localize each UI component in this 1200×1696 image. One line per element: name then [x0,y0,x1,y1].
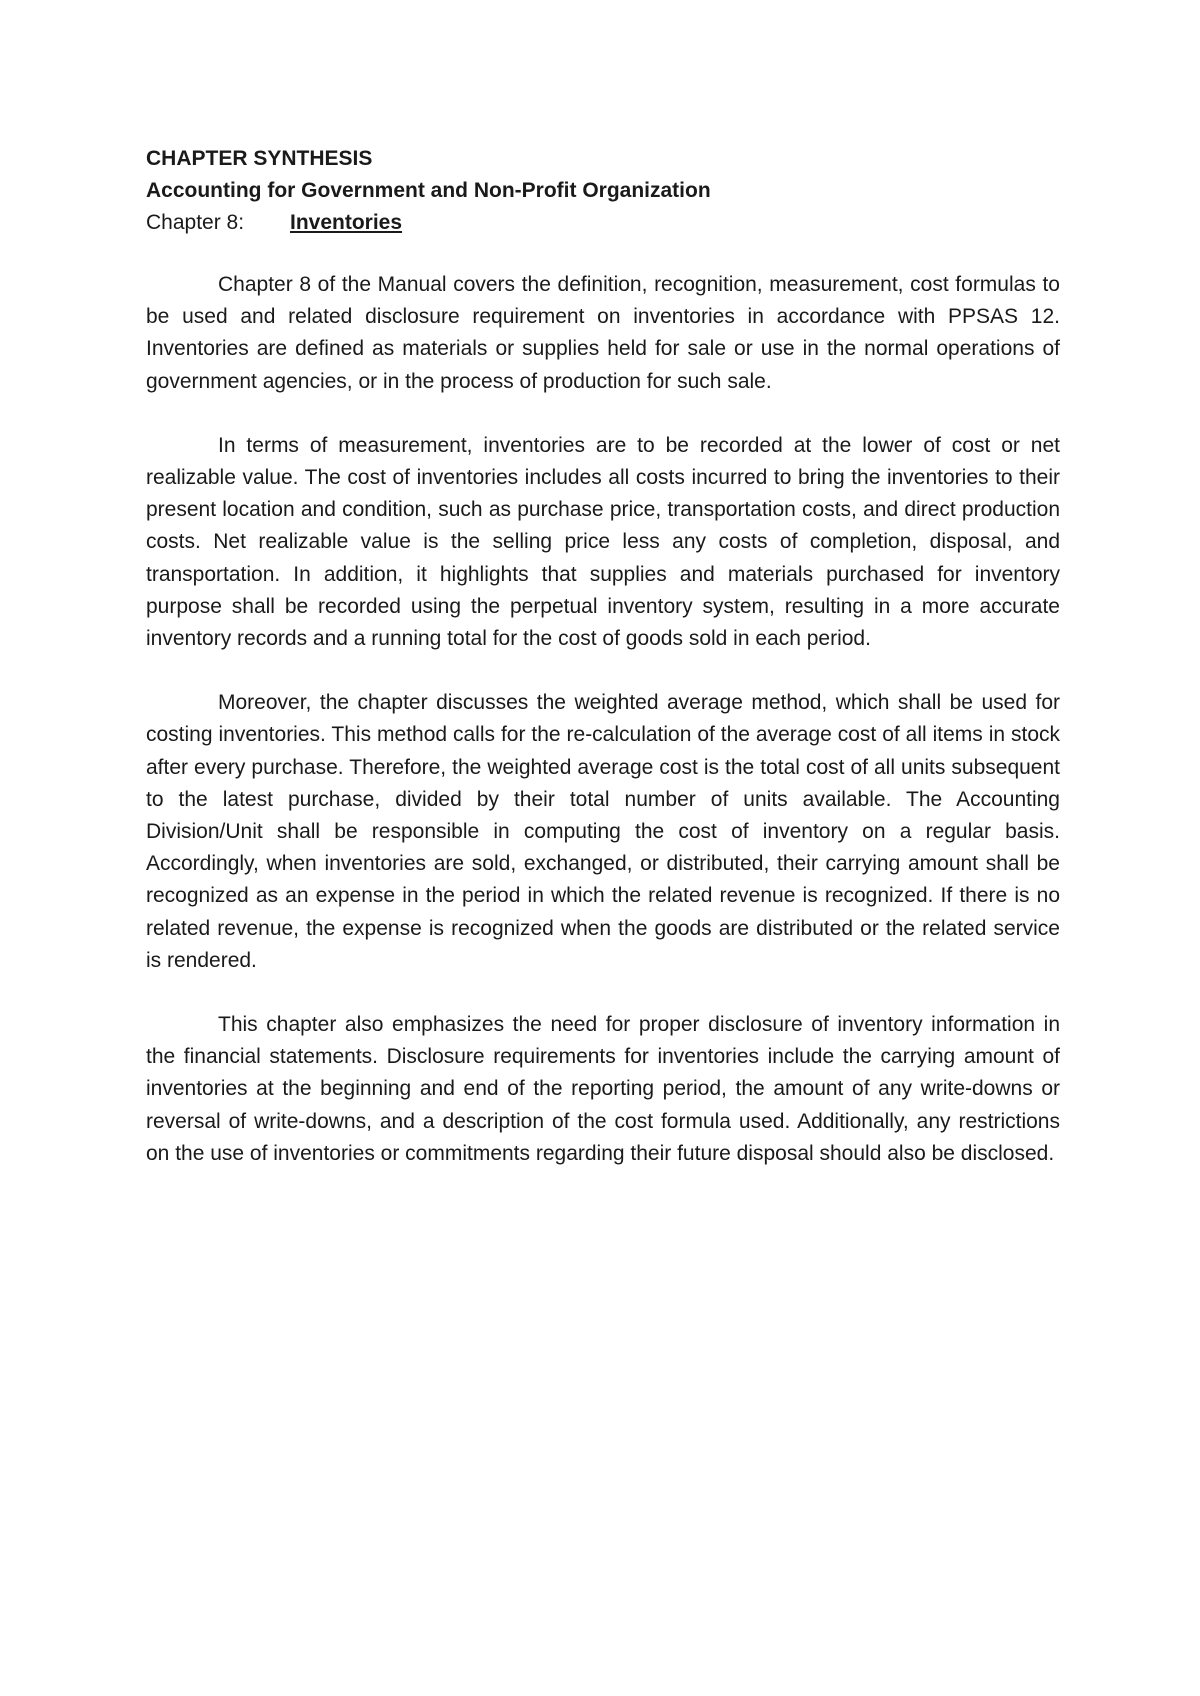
paragraph-4: This chapter also emphasizes the need for proper disclosure of inventory information in the financial statements. Disclosure requirements for inventories include the carrying amount of inventories at the beginning and end of the reporting period, the amount of any write-downs or reversal of write-downs, and a description of the cost formula used. Additionally, any restrictions on the use of inventories or commitments regarding their future disposal should also be disclosed. [146,1013,1060,1165]
chapter-label: Chapter 8: [146,211,245,234]
chapter-title: Inventories [290,211,403,234]
chapter-heading [146,207,1060,239]
document-title: CHAPTER SYNTHESIS [146,147,373,170]
paragraph-3: Moreover, the chapter discusses the weighted average method, which shall be used for costing inventories. This method calls for the re-calculation of the average cost of all items in stock after every purchase. Therefore, the weighted average cost is the total cost of all units subsequent to the latest purchase, divided by their total number of units available. The Accounting Division/Unit shall be responsible in computing the cost of inventory on a regular basis. Accordingly, when inventories are sold, exchanged, or distributed, their carrying amount shall be recognized as an expense in the period in which the related revenue is recognized. If there is no related revenue, the expense is recognized when the goods are distributed or the related service is rendered. [146,691,1060,972]
course-title: Accounting for Government and Non-Profit Organization [146,179,711,202]
paragraph-2: In terms of measurement, inventories are to be recorded at the lower of cost or net realizable value. The cost of inventories includes all costs incurred to bring the inventories to their present location and condition, such as purchase price, transportation costs, and direct production costs. Net realizable value is the selling price less any costs of completion, disposal, and transportation. In addition, it highlights that supplies and materials purchased for inventory purpose shall be recorded using the perpetual inventory system, resulting in a more accurate inventory records and a running total for the cost of goods sold in each period. [146,433,1060,651]
paragraph-1: Chapter 8 of the Manual covers the definition, recognition, measurement, cost formulas to be used and related disclosure requirement on inventories in accordance with PPSAS 12. Inventories are defined as materials or supplies held for sale or use in the normal operations of government agencies, or in the process of production for such sale. [146,273,1060,393]
